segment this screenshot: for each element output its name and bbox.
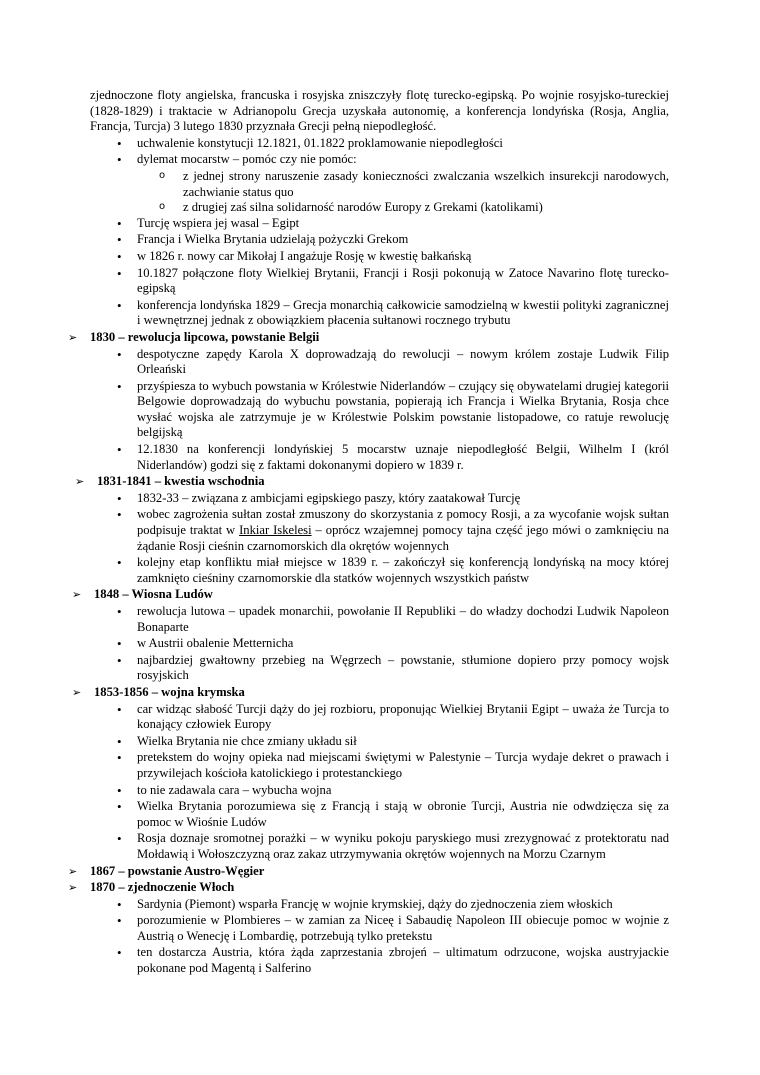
- list-item: • rewolucja lutowa – upadek monarchii, powołanie II Republiki – do władzy dochodzi Ludwik Napoleon Bonaparte: [90, 604, 669, 635]
- list-item: • ten dostarcza Austria, która żąda zaprzestania zbrojeń – ultimatum odrzucone, wojska austryjackie pokonane pod Magentą i Salferino: [90, 945, 669, 976]
- list-item: • w 1826 r. nowy car Mikołaj I angażuje Rosję w kwestię bałkańską: [90, 249, 669, 265]
- list-item: • w Austrii obalenie Metternicha: [90, 636, 669, 652]
- list-item: • 10.1827 połączone floty Wielkiej Brytanii, Francji i Rosji pokonują w Zatoce Navarino flotę turecko-egipską: [90, 266, 669, 297]
- list-item: • despotyczne zapędy Karola X doprowadzają do rewolucji – nowym królem zostaje Ludwik Filip Orleański: [90, 347, 669, 378]
- list-item: • to nie zadawala cara – wybucha wojna: [90, 783, 669, 799]
- spring-list: [90, 604, 669, 684]
- arrow-bullet-icon: ➢: [72, 685, 82, 699]
- section-title: 1848 – Wiosna Ludów: [94, 587, 213, 602]
- belgium-list: [90, 347, 669, 474]
- intro-paragraph: zjednoczone floty angielska, francuska i rosyjska zniszczyły flotę turecko-egipską. Po wojnie rosyjsko-tureckiej (1828-1829) i traktacie w Adrianopolu Grecja uzyskała autonomię, a konferencja londyńska (Rosja, Anglia, Francja, Turcja) 3 lutego 1830 przyznała Grecji pełną niepodległość.: [90, 88, 669, 134]
- list-item: • Wielka Brytania nie chce zmiany układu sił: [90, 734, 669, 750]
- list-item: • porozumienie w Plombieres – w zamian za Niceę i Sabaudię Napoleon III obiecuje pomoc w wojnie z Austrią o Wenecję i Lombardię, potrzebują tylko pretekstu: [90, 913, 669, 944]
- arrow-bullet-icon: ➢: [68, 864, 78, 878]
- list-item: • uchwalenie konstytucji 12.1821, 01.1822 proklamowanie niepodległości: [90, 136, 669, 152]
- section-title: 1867 – powstanie Austro-Węgier: [90, 863, 265, 878]
- list-item: • Turcję wspiera jej wasal – Egipt: [90, 216, 669, 232]
- crimea-list: [90, 702, 669, 863]
- list-item: • pretekstem do wojny opieka nad miejscami świętymi w Palestynie – Turcja wydaje dekret o prawach i przywilejach kościoła katolickiego i protestanckiego: [90, 750, 669, 781]
- section-heading-eastern-question: [75, 474, 669, 490]
- section-heading-spring-of-nations: [72, 587, 669, 603]
- list-item: • Sardynia (Piemont) wsparła Francję w wojnie krymskiej, dąży do zjednoczenia ziem włoskich: [90, 897, 669, 913]
- section-title: 1853-1856 – wojna krymska: [94, 684, 245, 699]
- arrow-bullet-icon: ➢: [68, 881, 78, 895]
- arrow-bullet-icon: ➢: [72, 588, 82, 602]
- section-heading-italy: [68, 880, 669, 896]
- list-item: • car widząc słabość Turcji dąży do jej rozbioru, proponując Wielkiej Brytanii Egipt – uważa że Turcja to konający człowiek Europy: [90, 702, 669, 733]
- arrow-bullet-icon: ➢: [75, 475, 85, 489]
- section-heading-belgium: [68, 329, 669, 346]
- arrow-bullet-icon: ➢: [68, 330, 78, 344]
- list-item-text: wobec zagrożenia sułtan został zmuszony do skorzystania z pomocy Rosji, a za wycofanie wojsk sułtan podpisuje traktat w: [137, 507, 669, 538]
- underlined-term: Inkiar Iskelesi: [239, 523, 312, 538]
- sub-list-item: o z drugiej zaś silna solidarność narodów Europy z Grekami (katolikami): [90, 200, 669, 216]
- section-heading-austria-hungary: [68, 863, 669, 880]
- eastern-list: [90, 491, 669, 587]
- document-body: [68, 88, 669, 978]
- list-item: • dylemat mocarstw – pomóc czy nie pomóc:: [90, 152, 669, 168]
- list-item: • najbardziej gwałtowny przebieg na Węgrzech – powstanie, stłumione dopiero przy pomocy wojsk rosyjskich: [90, 653, 669, 684]
- list-item: • Wielka Brytania porozumiewa się z Francją i stają w obronie Turcji, Austria nie odwdzięcza się za pomoc w Wiośnie Ludów: [90, 799, 669, 830]
- sub-list-item: o z jednej strony naruszenie zasady konieczności zwalczania wszelkich insurekcji narodowych, zachwianie status quo: [90, 169, 669, 200]
- list-item: [90, 507, 669, 554]
- greece-list: [90, 136, 669, 329]
- list-item: • 1832-33 – związana z ambicjami egipskiego paszy, który zaatakował Turcję: [90, 491, 669, 507]
- list-item: • 12.1830 na konferencji londyńskiej 5 mocarstw uznaje niepodległość Belgii, Wilhelm I (król Niderlandów) godzi się z faktami dokonanymi dopiero w 1839 r.: [90, 442, 669, 473]
- italy-list: [90, 897, 669, 977]
- list-item-text: – oprócz wzajemnej pomocy tajna część jego mówi o zamknięciu na żądanie Rosji cieśnin czarnomorskich dla okrętów wojennych: [137, 523, 669, 553]
- section-title: 1830 – rewolucja lipcowa, powstanie Belgii: [90, 329, 320, 344]
- section-title: 1870 – zjednoczenie Włoch: [90, 880, 235, 895]
- list-item: • konferencja londyńska 1829 – Grecja monarchią całkowicie samodzielną w kwestii polityki zagranicznej i wewnętrznej jednak z obowiązkiem płacenia sułtanowi rocznego trybutu: [90, 298, 669, 329]
- list-item: • Francja i Wielka Brytania udzielają pożyczki Grekom: [90, 232, 669, 248]
- list-item: • przyśpiesza to wybuch powstania w Królestwie Niderlandów – czujący się obywatelami drugiej kategorii Belgowie doprowadzają do wybuchu powstania, popierają ich Francja i Wielka Brytania, Rosja chce wysłać wojska ale zatrzymuje je w Królestwie Polskim powstanie listopadowe, co ratuje rewolucję belgijską: [90, 379, 669, 441]
- section-heading-crimean-war: [72, 684, 669, 701]
- list-item: • kolejny etap konfliktu miał miejsce w 1839 r. – zakończył się konferencją londyńską na mocy której zamknięto cieśniny czarnomorskie dla statków wojennych wszystkich państw: [90, 555, 669, 586]
- section-title: 1831-1841 – kwestia wschodnia: [97, 474, 265, 489]
- list-item: • Rosja doznaje sromotnej porażki – w wyniku pokoju paryskiego musi zrezygnować z protektoratu nad Mołdawią i Wołoszczyzną oraz zakaz utrzymywania okrętów wojennych na Morzu Czarnym: [90, 831, 669, 862]
